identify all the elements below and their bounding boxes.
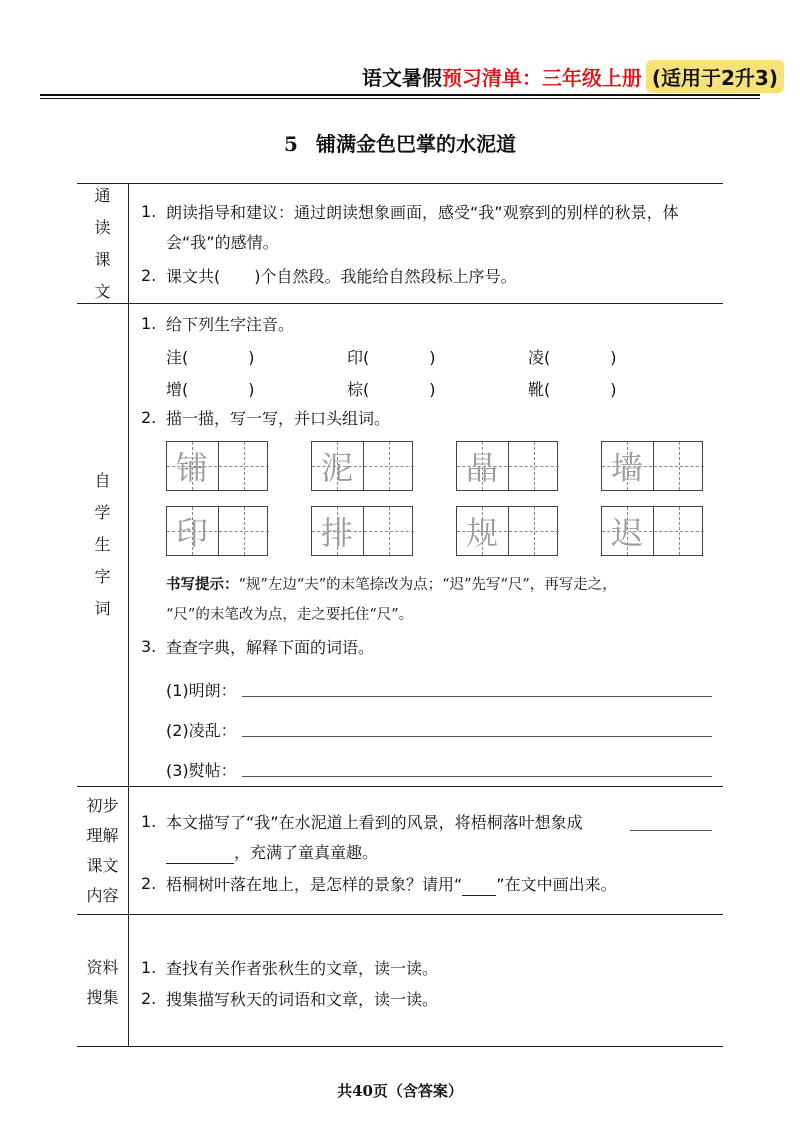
table-divider [77,914,723,915]
item-number: 1. [141,202,157,221]
header-badge: (适用于2升3) [646,60,784,93]
table-border-top [77,183,723,184]
s2-item1: 给下列生字注音。 [166,315,295,334]
header-part2: 预习清单：三年级上册 [441,65,642,90]
header-rule [40,94,760,96]
page-header [362,56,784,96]
writing-grid[interactable]: 迟 [601,506,703,556]
s4-item1: 查找有关作者张秋生的文章，读一读。 [166,959,439,978]
table-divider [77,303,723,304]
writing-grid[interactable]: 铺 [166,441,268,491]
lesson-title [0,128,800,157]
word-label: (3)熨帖： [166,761,237,780]
word-label: (1)明朗： [166,681,237,700]
item-number: 1. [141,812,157,831]
writing-grid[interactable]: 晶 [456,441,558,491]
pinyin-blank: 靴( ) [528,380,617,399]
lesson-number: 5 [284,132,298,156]
pinyin-blank: 棕( ) [347,380,436,399]
item-number: 2. [141,874,157,893]
writing-grid[interactable]: 泥 [311,441,413,491]
pinyin-blank: 增( ) [166,380,255,399]
s2-item3: 查查字典，解释下面的词语。 [166,638,375,657]
writing-tip-line2: “尺”的末笔改为点，走之要托住“尺”。 [166,607,414,623]
s2-item2: 描一描，写一写，并口头组词。 [166,409,391,428]
s1-item1-line1: 朗读指导和建议：通过朗读想象画面，感受“我”观察到的别样的秋景，体 [166,203,679,222]
s3-item1-line1: 本文描写了“我”在水泥道上看到的风景，将梧桐落叶想象成 [166,813,583,832]
answer-line[interactable] [242,696,712,697]
item-number: 1. [141,958,157,977]
lesson-title-text: 铺满金色巴掌的水泥道 [315,132,516,156]
item-number: 1. [141,314,157,333]
pinyin-blank: 洼( ) [166,348,255,367]
table-divider [77,786,723,787]
section-label-read: 通 读 课 文 [94,185,111,301]
answer-line[interactable] [242,776,712,777]
item-number: 2. [141,266,157,285]
page-footer: 共40页（含答案） [337,1082,463,1100]
table-border-bottom [77,1046,723,1047]
header-part1: 语文暑假 [361,65,442,90]
writing-tip: 书写提示：“规”左边“夫”的末笔捺改为点；“迟”先写“尺”，再写走之， [166,577,617,593]
answer-line[interactable] [630,830,712,831]
pinyin-blank: 印( ) [347,348,436,367]
table-column-divider [128,183,129,1047]
pinyin-blank: 凌( ) [528,348,617,367]
writing-grid[interactable]: 规 [456,506,558,556]
header-rule-thin [40,98,760,99]
item-number: 3. [141,637,157,656]
s1-item2: 课文共( )个自然段。我能给自然段标上序号。 [166,267,517,286]
s3-item2: 梧桐树叶落在地上，是怎样的景象？请用“ ”在文中画出来。 [166,875,617,894]
s4-item2: 搜集描写秋天的词语和文章，读一读。 [166,990,439,1009]
answer-line[interactable] [242,736,712,737]
s3-item1-line2: ，充满了童真童趣。 [166,842,378,864]
item-number: 2. [141,989,157,1008]
writing-grid[interactable]: 墙 [601,441,703,491]
writing-grid[interactable]: 印 [166,506,268,556]
word-label: (2)凌乱： [166,721,237,740]
section-label-understand: 初步 理解 课文 内容 [86,795,119,905]
s1-item1-line2: 会“我”的感情。 [166,233,279,252]
writing-grid[interactable]: 排 [311,506,413,556]
section-label-collect: 资料 搜集 [86,958,119,1007]
section-label-self-study: 自 学 生 字 词 [94,471,111,618]
item-number: 2. [141,408,157,427]
